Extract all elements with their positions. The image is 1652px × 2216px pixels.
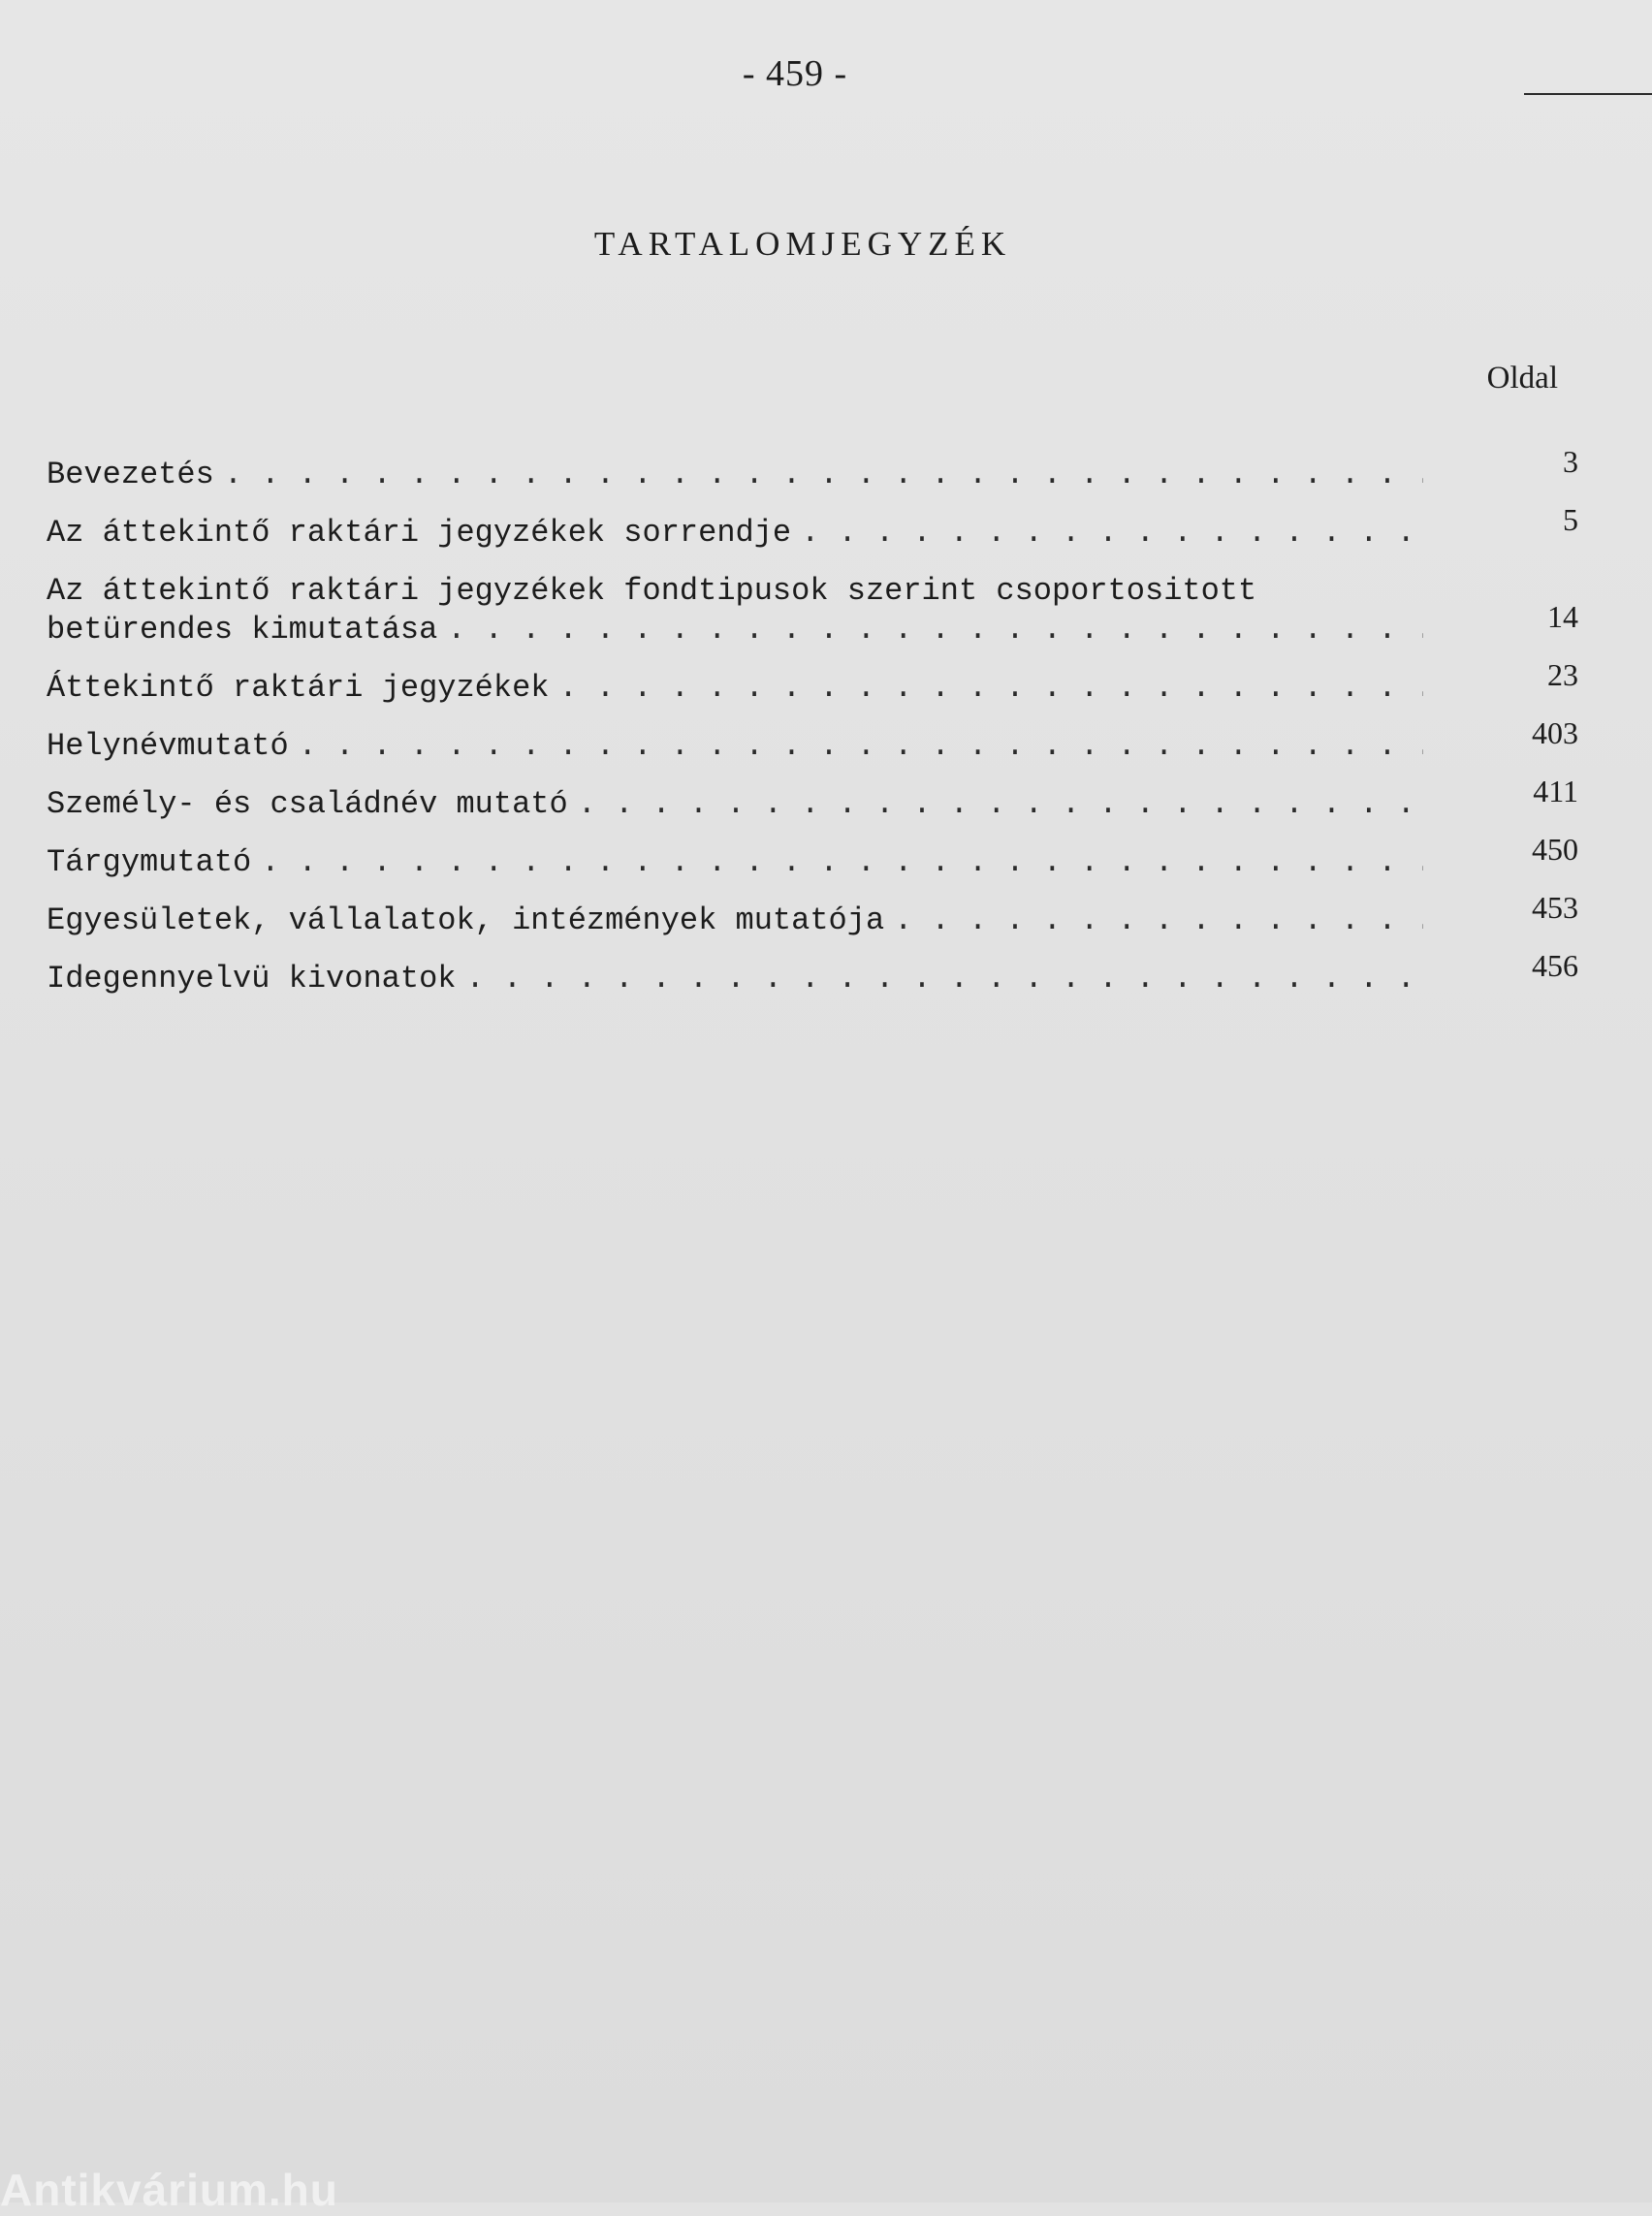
toc-entry-label: Személy- és családnév mutató: [47, 786, 568, 822]
document-title: TARTALOMJEGYZÉK: [593, 225, 1012, 263]
toc-entry-label: Bevezetés: [47, 457, 214, 492]
toc-entry-page: 23: [1547, 657, 1578, 692]
toc-entry: [47, 444, 1578, 494]
toc-entry: [47, 502, 1578, 553]
toc-entry-label: Az áttekintő raktári jegyzékek fondtipusok szerint csoportositott: [47, 573, 1257, 609]
dot-leader: [578, 785, 1423, 824]
toc-entry-page: 456: [1532, 948, 1578, 983]
toc-entry-page: 3: [1563, 444, 1578, 479]
toc-entry: [47, 715, 1578, 766]
toc-entry-label: Egyesületek, vállalatok, intézmények mutatója: [47, 902, 885, 938]
toc-entry: [47, 774, 1578, 824]
toc-entry-label: Áttekintő raktári jegyzékek: [47, 670, 550, 706]
watermark: Antikvárium.hu: [0, 2165, 338, 2215]
page-column-header: Oldal: [1486, 361, 1558, 396]
table-of-contents: [47, 444, 1578, 1018]
dot-leader: [299, 727, 1423, 766]
toc-entry: [47, 890, 1578, 940]
toc-entry-label: Tárgymutató: [47, 844, 252, 880]
toc-entry-label-continued: betürendes kimutatása: [47, 612, 438, 648]
toc-entry: [47, 948, 1578, 998]
toc-entry: [47, 832, 1578, 882]
dot-leader: [558, 669, 1423, 708]
toc-entry-page: 453: [1532, 890, 1578, 925]
toc-entry-page: 411: [1533, 774, 1578, 808]
toc-entry-label: Helynévmutató: [47, 728, 289, 764]
dot-leader: [894, 902, 1423, 940]
toc-entry-page: 403: [1532, 715, 1578, 750]
toc-entry: [47, 572, 1578, 649]
top-rule-divider: [1524, 93, 1652, 95]
dot-leader: [261, 843, 1423, 882]
toc-entry: [47, 657, 1578, 708]
toc-entry-page: 5: [1563, 502, 1578, 537]
dot-leader: [465, 960, 1423, 998]
toc-entry-page: 450: [1532, 832, 1578, 867]
toc-entry-label: Az áttekintő raktári jegyzékek sorrendje: [47, 515, 792, 551]
toc-entry-page: 14: [1547, 599, 1578, 634]
toc-entry-label: Idegennyelvü kivonatok: [47, 961, 457, 997]
dot-leader: [447, 611, 1423, 649]
dot-leader: [224, 456, 1423, 494]
page-number: - 459 -: [742, 53, 848, 94]
dot-leader: [801, 514, 1423, 553]
